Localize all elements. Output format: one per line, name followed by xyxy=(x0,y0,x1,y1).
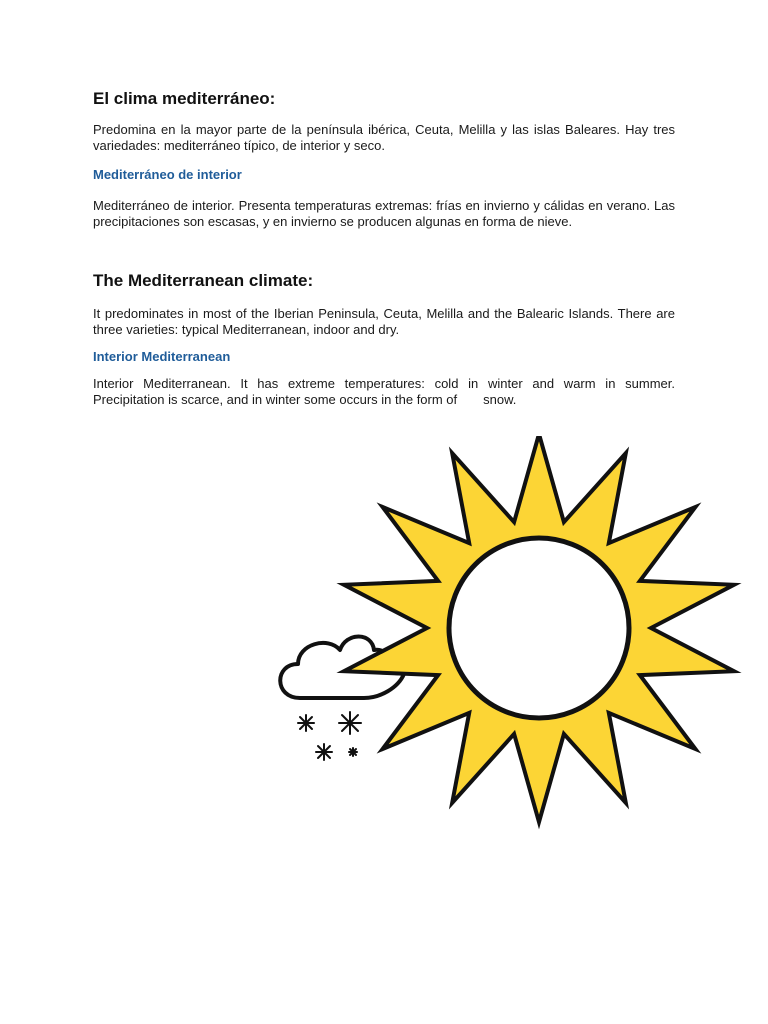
weather-illustration xyxy=(270,436,750,836)
english-subheading: Interior Mediterranean xyxy=(93,349,231,364)
english-description xyxy=(93,376,675,408)
english-title: The Mediterranean climate: xyxy=(93,271,314,290)
weather-svg xyxy=(270,436,750,836)
english-description-end: snow. xyxy=(483,392,517,407)
spanish-description: Mediterráneo de interior. Presenta temperaturas extremas: frías en invierno y cálidas en verano. Las precipitaciones son escasas, y en invierno se producen algunas en forma de nieve. xyxy=(93,198,675,229)
english-description-text: Interior Mediterranean. It has extreme temperatures: cold in winter and warm in summer. Precipitation is scarce, and in winter some occurs in the form of xyxy=(93,376,675,407)
spanish-title: El clima mediterráneo: xyxy=(93,89,276,108)
sun-icon xyxy=(344,436,734,822)
document-body xyxy=(93,86,675,408)
spanish-intro: Predomina en la mayor parte de la península ibérica, Ceuta, Melilla y las islas Baleares. Hay tres variedades: mediterráneo típico, de interior y seco. xyxy=(93,122,675,153)
spanish-subheading: Mediterráneo de interior xyxy=(93,167,242,182)
english-intro: It predominates in most of the Iberian Peninsula, Ceuta, Melilla and the Balearic Islands. There are three varieties: typical Mediterranean, indoor and dry. xyxy=(93,306,675,337)
snowflake-icon xyxy=(298,712,361,760)
sun-center xyxy=(449,538,629,718)
